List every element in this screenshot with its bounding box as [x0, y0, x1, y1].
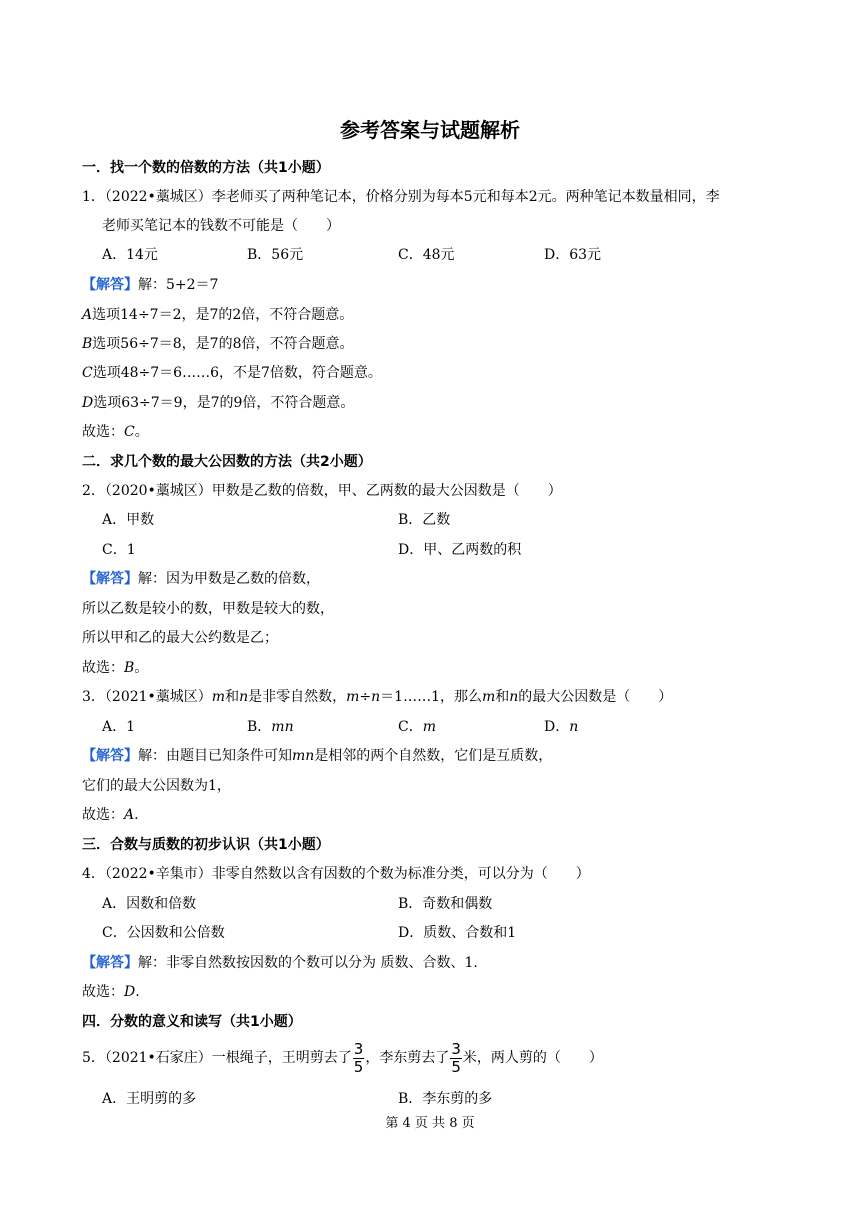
option-letter: D — [82, 395, 94, 411]
solution-text: 选项48÷7＝6……6，不是7倍数，符合题意。 — [92, 365, 382, 381]
solution-text: 选项56÷7＝8，是7的8倍，不符合题意。 — [92, 336, 354, 352]
question-1-stem-line-1: 1．（2022•藁城区）李老师买了两种笔记本，价格分别为每本5元和每本2元。两种笔记本数量相同，李 — [82, 189, 720, 205]
question-4-answer — [82, 953, 478, 973]
option-value: m — [422, 719, 436, 735]
question-4-option-c: C．公因数和公倍数 — [102, 925, 225, 941]
choice-value: B — [124, 660, 135, 676]
choice-label: 故选： — [82, 984, 124, 1000]
stem-text: ÷ — [359, 689, 372, 705]
stem-text: 5．（2021•石家庄）一根绳子，王明剪去了 — [82, 1050, 352, 1066]
variable-n: n — [509, 689, 519, 705]
stem-text: 米，两人剪的（ ） — [462, 1050, 603, 1066]
question-2-option-d: D．甲、乙两数的积 — [398, 542, 522, 558]
variable-m: m — [481, 689, 496, 705]
question-1-option-c: C．48元 — [398, 247, 455, 263]
choice-label: 故选： — [82, 807, 124, 823]
question-3-answer — [82, 746, 552, 766]
option-label: C． — [398, 719, 423, 735]
solution-text: 选项63÷7＝9，是7的9倍，不符合题意。 — [93, 395, 355, 411]
option-letter: C — [82, 365, 93, 381]
variable-mn: mn — [292, 748, 315, 764]
question-4-choice — [82, 982, 140, 1002]
question-2-solution-line-3: 所以甲和乙的最大公约数是乙； — [82, 630, 278, 646]
answer-text: 解：非零自然数按因数的个数可以分为 质数、合数、1. — [138, 955, 478, 971]
option-value: n — [569, 719, 579, 735]
choice-label: 故选： — [82, 660, 124, 676]
stem-text: 3．（2021•藁城区） — [82, 689, 212, 705]
choice-label: 故选： — [82, 424, 124, 440]
variable-n: n — [239, 689, 249, 705]
answer-tag: 【解答】 — [82, 277, 138, 293]
section-heading-3: 三．合数与质数的初步认识（共1小题） — [82, 837, 330, 853]
choice-end: 。 — [134, 424, 149, 440]
question-1-solution-line-d — [82, 393, 354, 413]
answer-tag: 【解答】 — [82, 955, 138, 971]
question-2-choice — [82, 658, 148, 678]
question-5-option-b: B．李东剪的多 — [398, 1091, 493, 1107]
question-2-option-c: C．1 — [102, 542, 136, 558]
stem-text: ＝1……1，那么 — [380, 689, 482, 705]
fraction-numerator: 3 — [353, 1039, 364, 1058]
option-letter: B — [82, 336, 93, 352]
question-2-option-b: B．乙数 — [398, 512, 451, 528]
question-1-solution-line-b — [82, 334, 353, 354]
page-title: 参考答案与试题解析 — [340, 118, 520, 142]
question-4-stem: 4．（2022•辛集市）非零自然数以含有因数的个数为标准分类，可以分为（ ） — [82, 866, 590, 882]
answer-tag: 【解答】 — [82, 748, 138, 764]
fraction-three-fifths-meter — [450, 1041, 462, 1076]
stem-text: 的最大公因数是（ ） — [518, 689, 673, 705]
variable-m: m — [211, 689, 226, 705]
choice-end: . — [135, 984, 140, 1000]
answer-text: 解：由题目已知条件可知 — [138, 748, 292, 764]
question-3-option-b — [247, 717, 294, 737]
section-heading-4: 四．分数的意义和读写（共1小题） — [82, 1014, 302, 1030]
stem-text: 是非零自然数， — [248, 689, 347, 705]
choice-end: . — [134, 807, 139, 823]
answer-text: 是相邻的两个自然数，它们是互质数， — [314, 748, 553, 764]
question-1-option-a: A．14元 — [102, 247, 158, 263]
question-5-option-a: A．王明剪的多 — [102, 1091, 197, 1107]
question-1-answer — [82, 275, 218, 295]
section-heading-1: 一．找一个数的倍数的方法（共1小题） — [82, 160, 330, 176]
question-5-stem — [82, 1040, 603, 1076]
option-label: B． — [247, 719, 272, 735]
question-1-solution-line-c — [82, 363, 382, 383]
stem-text: 和 — [225, 689, 240, 705]
question-2-stem: 2．（2020•藁城区）甲数是乙数的倍数，甲、乙两数的最大公因数是（ ） — [82, 483, 562, 499]
choice-value: D — [124, 984, 136, 1000]
question-3-choice — [82, 805, 139, 825]
stem-text: 和 — [495, 689, 510, 705]
fraction-numerator: 3 — [451, 1039, 461, 1058]
question-2-option-a: A．甲数 — [102, 512, 155, 528]
variable-m: m — [346, 689, 360, 705]
page-footer: 第 4 页 共 8 页 — [385, 1116, 475, 1131]
fraction-three-fifths — [353, 1041, 365, 1076]
question-4-option-d: D．质数、合数和1 — [398, 925, 517, 941]
question-3-option-a: A．1 — [102, 719, 136, 735]
question-4-option-a: A．因数和倍数 — [102, 896, 197, 912]
question-3-solution-line-2: 它们的最大公因数为1， — [82, 778, 231, 794]
answer-text: 解：5+2＝7 — [138, 277, 219, 293]
question-1-option-b: B．56元 — [247, 247, 304, 263]
section-heading-2: 二．求几个数的最大公因数的方法（共2小题） — [82, 454, 372, 470]
question-3-stem — [82, 687, 672, 707]
question-1-solution-line-a — [82, 305, 353, 325]
fraction-denominator: 5 — [451, 1057, 461, 1076]
choice-value: A — [124, 807, 135, 823]
answer-text: 解：因为甲数是乙数的倍数， — [138, 571, 320, 587]
stem-text: ，李东剪去了 — [365, 1050, 450, 1066]
question-3-option-d — [544, 717, 578, 737]
option-value: mn — [271, 719, 294, 735]
question-2-answer — [82, 569, 320, 589]
question-1-stem-line-2: 老师买笔记本的钱数不可能是（ ） — [102, 218, 340, 234]
question-1-choice — [82, 422, 149, 442]
option-letter: A — [82, 307, 93, 323]
question-2-solution-line-2: 所以乙数是较小的数，甲数是较大的数， — [82, 601, 334, 617]
fraction-denominator: 5 — [353, 1057, 364, 1076]
answer-tag: 【解答】 — [82, 571, 138, 587]
question-4-option-b: B．奇数和偶数 — [398, 896, 493, 912]
solution-text: 选项14÷7＝2，是7的2倍，不符合题意。 — [92, 307, 354, 323]
choice-end: 。 — [134, 660, 149, 676]
choice-value: C — [124, 424, 135, 440]
question-3-option-c — [398, 717, 436, 737]
option-label: D． — [544, 719, 570, 735]
question-1-option-d: D．63元 — [544, 247, 602, 263]
variable-n: n — [371, 689, 381, 705]
